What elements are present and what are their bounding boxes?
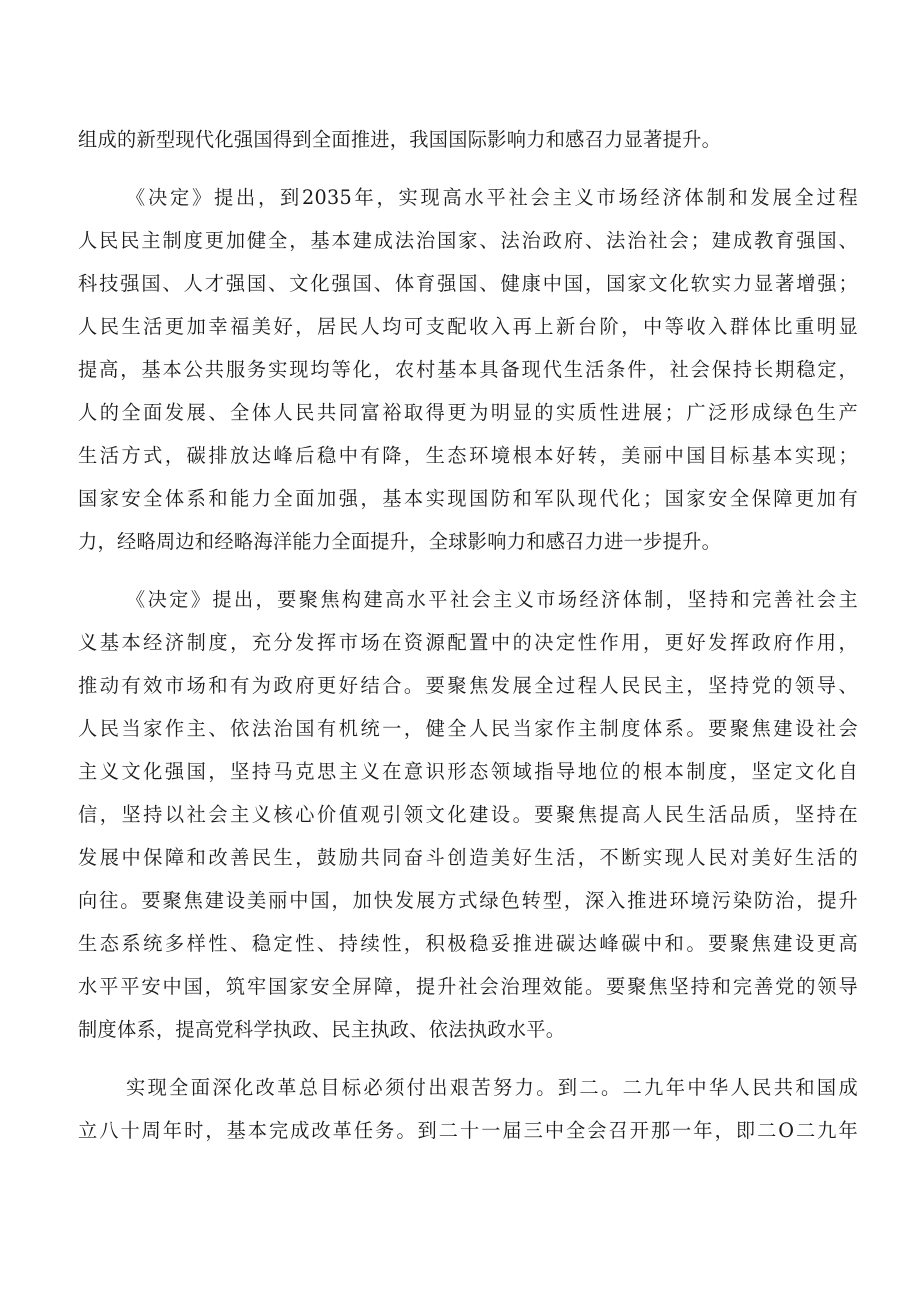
paragraph-3-line-9: 生态系统多样性、稳定性、持续性，积极稳妥推进碳达峰碳中和。要聚焦建设更高 (78, 932, 858, 955)
paragraph-2-line-1: 《决定》提出，到2035年，实现高水平社会主义市场经济体制和发展全过程 (126, 186, 858, 209)
paragraph-2-line-6: 人的全面发展、全体人民共同富裕取得更为明显的实质性进展；广泛形成绿色生产 (78, 401, 858, 424)
paragraph-3-line-3: 推动有效市场和有为政府更好结合。要聚焦发展全过程人民民主，坚持党的领导、 (78, 674, 858, 697)
paragraph-3-line-11: 制度体系，提高党科学执政、民主执政、依法执政水平。 (78, 1018, 566, 1041)
paragraph-3-line-8: 向往。要聚焦建设美丽中国，加快发展方式绿色转型，深入推进环境污染防治，提升 (78, 889, 858, 912)
paragraph-2-line-9: 力，经略周边和经略海洋能力全面提升，全球影响力和感召力进一步提升。 (78, 530, 722, 553)
paragraph-3-line-5: 主义文化强国，坚持马克思主义在意识形态领域指导地位的根本制度，坚定文化自 (78, 760, 858, 783)
paragraph-3-line-7: 发展中保障和改善民生，鼓励共同奋斗创造美好生活，不断实现人民对美好生活的 (78, 846, 858, 869)
paragraph-2-line-7: 生活方式，碳排放达峰后稳中有降，生态环境根本好转，美丽中国目标基本实现； (78, 444, 858, 467)
paragraph-2-line-8: 国家安全体系和能力全面加强，基本实现国防和军队现代化；国家安全保障更加有 (78, 487, 858, 510)
paragraph-2-line-2: 人民民主制度更加健全，基本建成法治国家、法治政府、法治社会；建成教育强国、 (78, 229, 858, 252)
paragraph-1-line-1: 组成的新型现代化强国得到全面推进，我国国际影响力和感召力显著提升。 (78, 128, 722, 151)
paragraph-2-line-5: 提高，基本公共服务实现均等化，农村基本具备现代生活条件，社会保持长期稳定， (78, 358, 858, 381)
paragraph-3-line-6: 信，坚持以社会主义核心价值观引领文化建设。要聚焦提高人民生活品质，坚持在 (78, 803, 858, 826)
paragraph-3-line-1: 《决定》提出，要聚焦构建高水平社会主义市场经济体制，坚持和完善社会主 (126, 588, 858, 611)
paragraph-3-line-10: 水平平安中国，筑牢国家安全屏障，提升社会治理效能。要聚焦坚持和完善党的领导 (78, 975, 858, 998)
paragraph-2-line-4: 人民生活更加幸福美好，居民人均可支配收入再上新台阶，中等收入群体比重明显 (78, 315, 858, 338)
paragraph-3-line-2: 义基本经济制度，充分发挥市场在资源配置中的决定性作用，更好发挥政府作用， (78, 631, 858, 654)
paragraph-4-line-1: 实现全面深化改革总目标必须付出艰苦努力。到二。二九年中华人民共和国成 (126, 1076, 858, 1099)
paragraph-4-line-2: 立八十周年时，基本完成改革任务。到二十一届三中全会召开那一年，即二O二九年 (78, 1119, 858, 1142)
paragraph-2-line-3: 科技强国、人才强国、文化强国、体育强国、健康中国，国家文化软实力显著增强； (78, 272, 858, 295)
paragraph-3-line-4: 人民当家作主、依法治国有机统一，健全人民当家作主制度体系。要聚焦建设社会 (78, 717, 858, 740)
